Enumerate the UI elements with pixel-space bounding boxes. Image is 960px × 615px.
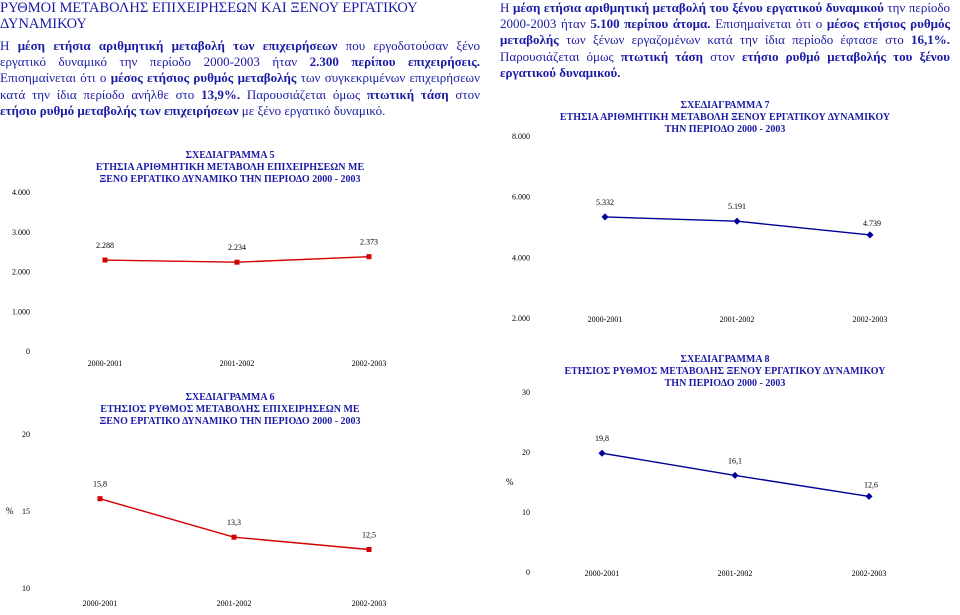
data-point: [601, 213, 608, 220]
x-tick-label: 2000-2001: [87, 359, 123, 368]
left-paragraph: [0, 38, 480, 119]
chart-7: [500, 96, 920, 328]
x-tick-label: 2002-2003: [852, 315, 888, 324]
x-tick-label: 2001-2002: [717, 569, 753, 578]
y-axis-label: %: [6, 506, 14, 516]
chart-title-line: ΤΗΝ ΠΕΡΙΟΔΟ 2000 - 2003: [664, 124, 786, 135]
data-label: 13,3: [227, 518, 241, 528]
data-point: [103, 258, 108, 263]
y-tick-label: 30: [522, 388, 530, 397]
y-tick-label: 10: [22, 584, 30, 593]
paragraph-run: 5.100 περίπου άτομα.: [590, 16, 711, 32]
chart-title-line: ΣΧΕΔΙΑΓΡΑΜΜΑ 5: [185, 150, 275, 161]
paragraph-run: ετήσιο ρυθμό μεταβολής των επιχειρήσεων: [0, 102, 239, 118]
paragraph-run: με ξένο εργατικό δυναμικό.: [238, 102, 386, 118]
y-tick-label: 20: [522, 448, 530, 457]
paragraph-run: 13,9%.: [201, 86, 241, 102]
data-label: 2.373: [360, 237, 378, 247]
paragraph-run: των συγκεκριμένων επιχειρήσεων κατά την ίδια περίοδο ανήλθε στο: [0, 70, 480, 102]
data-point: [731, 472, 738, 479]
chart-title-line: ΞΕΝΟ ΕΡΓΑΤΙΚΟ ΔΥΝΑΜΙΚΟ ΤΗΝ ΠΕΡΙΟΔΟ 2000 - 2003: [99, 174, 361, 185]
chart-title-line: ΣΧΕΔΙΑΓΡΑΜΜΑ 7: [680, 100, 770, 111]
y-tick-label: 1.000: [12, 307, 30, 317]
y-tick-label: 15: [22, 507, 30, 516]
chart-title-line: ΤΗΝ ΠΕΡΙΟΔΟ 2000 - 2003: [664, 378, 786, 389]
section-heading: ΡΥΘΜΟΙ ΜΕΤΑΒΟΛΗΣ ΕΠΙΧΕΙΡΗΣΕΩΝ ΚΑΙ ΞΕΝΟΥ ΕΡΓΑΤΙΚΟΥ ΔΥΝΑΜΙΚΟΥ: [0, 0, 418, 32]
data-point: [232, 535, 237, 540]
paragraph-run: στον: [702, 48, 742, 64]
data-label: 15,8: [93, 479, 107, 489]
data-label: 4.739: [863, 218, 881, 228]
x-tick-label: 2002-2003: [351, 359, 387, 368]
paragraph-run: την περίοδο 2000-2003 ήταν: [500, 0, 951, 32]
right-paragraph: [500, 0, 950, 81]
paragraph-run: Παρουσιάζεται όμως: [500, 48, 621, 64]
y-tick-label: 2.000: [512, 314, 530, 323]
data-label: 12,6: [864, 480, 878, 490]
y-tick-label: 0: [526, 568, 530, 577]
paragraph-run: μέση ετήσια αριθμητική μεταβολή του ξένου εργατικού δυναμικού: [512, 0, 884, 15]
y-tick-label: 0: [26, 347, 30, 356]
data-point: [235, 260, 240, 265]
right-column: [500, 0, 950, 81]
chart-title-line: ΕΤΗΣΙΑ ΑΡΙΘΜΗΤΙΚΗ ΜΕΤΑΒΟΛΗ ΕΠΙΧΕΙΡΗΣΕΩΝ ΜΕ: [95, 162, 365, 173]
x-tick-label: 2001-2002: [216, 599, 252, 608]
chart-title-line: ΕΤΗΣΙΟΣ ΡΥΘΜΟΣ ΜΕΤΑΒΟΛΗΣ ΞΕΝΟΥ ΕΡΓΑΤΙΚΟΥ ΔΥΝΑΜΙΚΟΥ: [564, 366, 886, 377]
data-label: 2.288: [96, 241, 114, 251]
paragraph-run: 2.300 περίπου επιχειρήσεις.: [309, 54, 481, 70]
chart-8: [500, 350, 920, 580]
y-tick-label: 10: [522, 508, 530, 517]
x-tick-label: 2002-2003: [851, 569, 887, 578]
data-point: [98, 496, 103, 501]
x-tick-label: 2000-2001: [587, 315, 623, 324]
chart-6-title: [80, 392, 380, 428]
paragraph-run: των ξένων εργαζομένων κατά την ίδια περίοδο έφτασε στο: [558, 32, 911, 48]
paragraph-run: μέση ετήσια αριθμητική μεταβολή των επιχειρήσεων: [17, 38, 338, 53]
chart-5-title: [80, 150, 380, 186]
x-tick-label: 2001-2002: [219, 359, 255, 368]
data-label: 5.191: [728, 202, 746, 212]
x-tick-label: 2002-2003: [351, 599, 387, 608]
chart-5: [0, 146, 420, 374]
data-point: [733, 218, 740, 225]
chart-title-line: ΕΤΗΣΙΟΣ ΡΥΘΜΟΣ ΜΕΤΑΒΟΛΗΣ ΕΠΙΧΕΙΡΗΣΕΩΝ ΜΕ: [100, 404, 360, 415]
paragraph-run: 16,1%.: [911, 32, 950, 48]
data-label: 19,8: [595, 434, 609, 444]
data-point: [367, 547, 372, 552]
paragraph-run: μέσος ετήσιος ρυθμός μεταβολής: [110, 70, 297, 86]
left-column: [0, 0, 480, 119]
data-label: 16,1: [728, 456, 742, 466]
y-tick-label: 3.000: [12, 227, 30, 237]
paragraph-run: Η: [500, 0, 513, 15]
paragraph-run: που εργοδοτούσαν ξένο εργατικό δυναμικό την περίοδο 2000-2003 ήταν: [0, 38, 481, 70]
chart-title-line: ΣΧΕΔΙΑΓΡΑΜΜΑ 8: [680, 354, 770, 365]
x-tick-label: 2000-2001: [584, 569, 620, 578]
data-label: 5.332: [596, 197, 614, 207]
data-point: [865, 493, 872, 500]
chart-title-line: ΣΧΕΔΙΑΓΡΑΜΜΑ 6: [185, 392, 275, 403]
data-label: 12,5: [362, 530, 376, 540]
y-tick-label: 4.000: [512, 253, 530, 263]
chart-title-line: ΕΤΗΣΙΑ ΑΡΙΘΜΗΤΙΚΗ ΜΕΤΑΒΟΛΗ ΞΕΝΟΥ ΕΡΓΑΤΙΚΟΥ ΔΥΝΑΜΙΚΟΥ: [559, 112, 891, 123]
data-point: [367, 254, 372, 259]
paragraph-run: Η: [0, 38, 18, 53]
x-tick-label: 2000-2001: [82, 599, 118, 608]
chart-title-line: ΞΕΝΟ ΕΡΓΑΤΙΚΟ ΔΥΝΑΜΙΚΟ ΤΗΝ ΠΕΡΙΟΔΟ 2000 - 2003: [99, 416, 361, 427]
data-point: [598, 450, 605, 457]
chart-6: [0, 388, 420, 610]
y-axis-label: %: [506, 477, 514, 487]
y-tick-label: 4.000: [12, 188, 30, 197]
paragraph-run: στον: [448, 86, 480, 102]
paragraph-run: Παρουσιάζεται όμως: [240, 86, 367, 102]
y-tick-label: 2.000: [12, 267, 30, 277]
y-tick-label: 8.000: [512, 132, 530, 141]
x-tick-label: 2001-2002: [719, 315, 755, 324]
paragraph-run: πτωτική τάση: [620, 48, 703, 64]
data-point: [866, 231, 873, 238]
paragraph-run: Επισημαίνεται ότι ο: [710, 16, 827, 32]
y-tick-label: 20: [22, 430, 30, 439]
paragraph-run: μέσος ετήσιος ρυθμός μεταβολής: [500, 16, 951, 48]
y-tick-label: 6.000: [512, 192, 530, 202]
paragraph-run: πτωτική τάση: [366, 86, 449, 102]
chart-8-title: [540, 354, 910, 390]
chart-7-title: [540, 100, 910, 136]
data-label: 2.234: [228, 243, 246, 253]
paragraph-run: Επισημαίνεται ότι ο: [0, 70, 111, 86]
paragraph-run: ετήσιο ρυθμό μεταβολής του ξένου εργατικού δυναμικού.: [500, 48, 950, 80]
